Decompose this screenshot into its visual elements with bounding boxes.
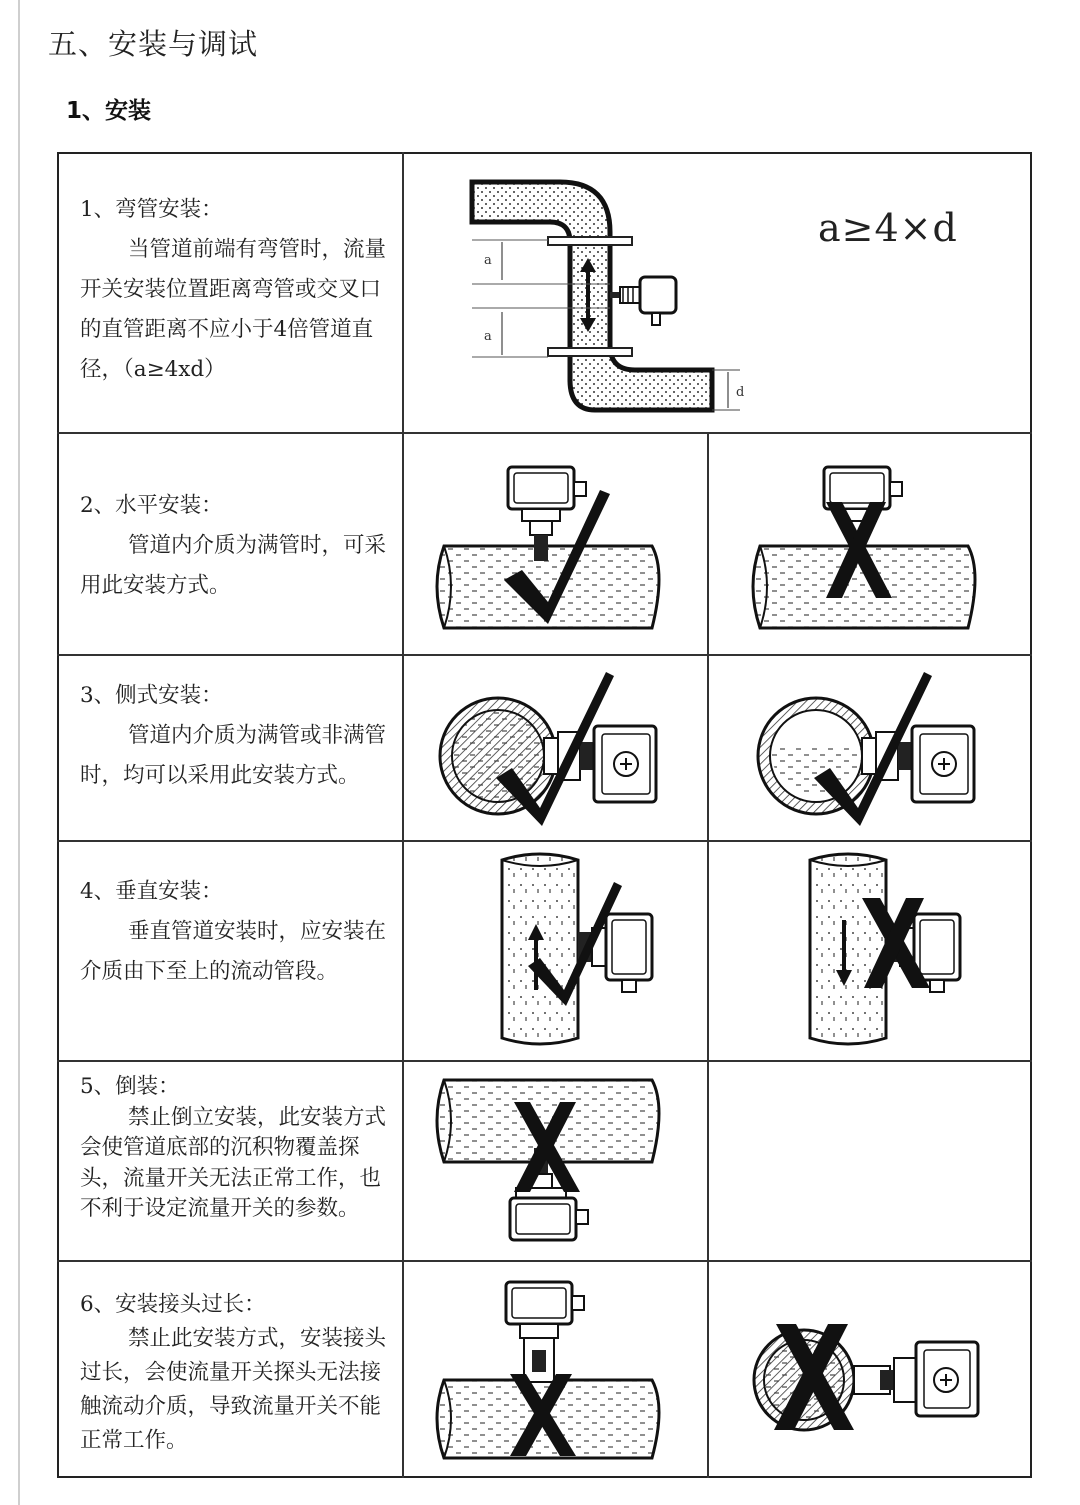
table-divider bbox=[402, 152, 404, 1478]
side-mount-partial-correct-diagram bbox=[754, 668, 994, 833]
vertical-mount-wrong-diagram bbox=[802, 850, 982, 1050]
row-2-text bbox=[80, 486, 392, 606]
long-connector-side-wrong-diagram bbox=[756, 1318, 996, 1438]
row-3-text bbox=[80, 676, 392, 796]
row-2-heading: 2、水平安装： bbox=[80, 493, 223, 518]
inverted-mount-wrong-diagram bbox=[430, 1072, 675, 1248]
row-1-body: 当管道前端有弯管时，流量开关安装位置距离弯管或交叉口的直管距离不应小于4倍管道直径，（a≥4xd） bbox=[80, 237, 387, 382]
row-5-text bbox=[80, 1072, 392, 1225]
row-4-body: 垂直管道安装时，应安装在介质由下至上的流动管段。 bbox=[80, 919, 387, 984]
table-divider bbox=[57, 840, 1032, 842]
table-divider bbox=[57, 1260, 1032, 1262]
row-5-heading: 5、倒装： bbox=[80, 1074, 180, 1099]
row-6-text bbox=[80, 1288, 392, 1458]
table-divider bbox=[57, 654, 1032, 656]
row-2-body: 管道内介质为满管时，可采用此安装方式。 bbox=[80, 533, 387, 598]
table-divider bbox=[707, 432, 709, 1478]
table-divider bbox=[57, 1060, 1032, 1062]
vertical-mount-correct-diagram bbox=[494, 850, 674, 1050]
row-6-heading: 6、安装接头过长： bbox=[80, 1292, 266, 1317]
dimension-a-label: a bbox=[484, 329, 492, 344]
formula: a≥4×d bbox=[818, 206, 958, 250]
row-1-text bbox=[80, 190, 392, 390]
row-4-text bbox=[80, 872, 392, 992]
dimension-a-label: a bbox=[484, 253, 492, 268]
row-4-heading: 4、垂直安装： bbox=[80, 879, 223, 904]
horizontal-mount-wrong-diagram bbox=[746, 462, 991, 637]
section-title: 五、安装与调试 bbox=[48, 27, 259, 61]
long-connector-wrong-diagram bbox=[430, 1276, 675, 1466]
bent-pipe-diagram bbox=[460, 170, 760, 430]
side-mount-correct-diagram bbox=[436, 668, 676, 833]
table-divider bbox=[57, 432, 1032, 434]
row-6-body: 禁止此安装方式，安装接头过长，会使流量开关探头无法接触流动介质，导致流量开关不能正常工作。 bbox=[80, 1326, 387, 1453]
row-3-body: 管道内介质为满管或非满管时，均可以采用此安装方式。 bbox=[80, 723, 387, 788]
page-edge-line bbox=[18, 0, 20, 1505]
row-1-heading: 1、弯管安装： bbox=[80, 197, 223, 222]
sub-title: 1、安装 bbox=[66, 98, 152, 124]
row-5-body: 禁止倒立安装，此安装方式会使管道底部的沉积物覆盖探头，流量开关无法正常工作，也不利于设定流量开关的参数。 bbox=[80, 1104, 387, 1221]
dimension-d-label: d bbox=[736, 385, 745, 400]
horizontal-mount-correct-diagram bbox=[430, 462, 675, 637]
row-3-heading: 3、侧式安装： bbox=[80, 683, 223, 708]
